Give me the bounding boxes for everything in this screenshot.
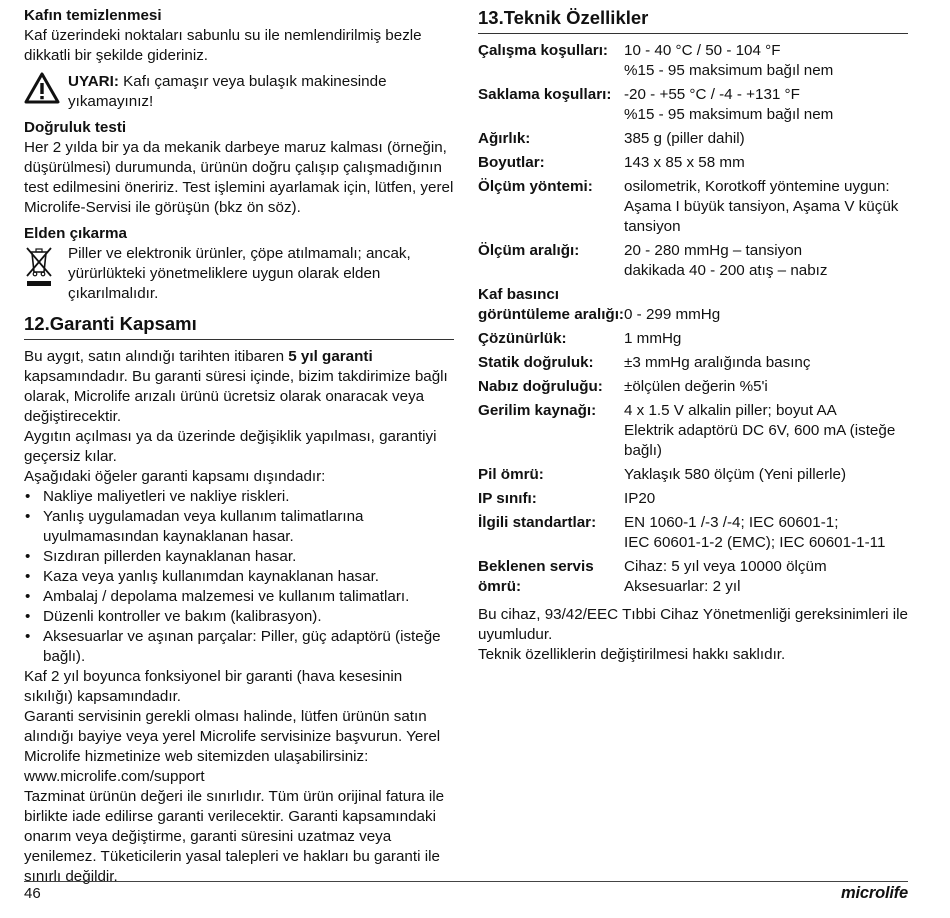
warranty-cuff: Kaf 2 yıl boyunca fonksiyonel bir garanti (hava kesesinin sıkılığı) kapsamındadır. <box>24 668 403 705</box>
spec-label: Boyutlar: <box>478 154 545 171</box>
table-row <box>478 489 908 513</box>
spec-label: Saklama koşulları: <box>478 86 612 103</box>
spec-value: EN 1060-1 /-3 /-4; IEC 60601-1; IEC 60601-1-2 (EMC); IEC 60601-1-11 <box>624 514 886 551</box>
spec-value: ±ölçülen değerin %5'i <box>624 378 768 395</box>
table-row <box>478 85 908 129</box>
table-row <box>478 329 908 353</box>
warranty-excluded-list <box>24 487 454 667</box>
spec-label: İlgili standartlar: <box>478 514 597 531</box>
table-row <box>478 129 908 153</box>
table-row <box>478 465 908 489</box>
spec-value: -20 - +55 °C / -4 - +131 °F %15 - 95 maksimum bağıl nem <box>624 86 834 123</box>
warranty-compensation: Tazminat ürünün değeri ile sınırlıdır. Tüm ürün orijinal fatura ile birlikte iade edilirse garanti verilecektir. Garanti kapsamındaki onarım veya değiştirme, garanti süresini uzatmaz veya yenilemez. Tüketicilerin yasal talepleri ve hakları bu garanti ile sınırlı değildir. <box>24 788 445 885</box>
spec-label: IP sınıfı: <box>478 490 537 507</box>
warranty-heading: 12.Garanti Kapsamı <box>24 312 454 340</box>
spec-label: Çözünürlük: <box>478 330 567 347</box>
list-item: • Düzenli kontroller ve bakım (kalibrasyon). <box>24 607 454 627</box>
list-item: • Yanlış uygulamadan veya kullanım talimatlarına uyulmamasından kaynaklanan hasar. <box>24 507 454 547</box>
warranty-intro-end: kapsamındadır. Bu garanti süresi içinde, bizim takdirimize bağlı olarak, Microlife arızalı ürünü ücretsiz olarak onaracak veya değiştirecektir. <box>24 368 448 425</box>
warranty-void: Aygıtın açılması ya da üzerinde değişiklik yapılması, garantiyi geçersiz kılar. <box>24 428 437 465</box>
table-row <box>478 353 908 377</box>
spec-value: 385 g (piller dahil) <box>624 130 745 147</box>
warning-triangle-icon <box>24 72 60 104</box>
accuracy-body: Her 2 yılda bir ya da mekanik darbeye maruz kalması (örneğin, düşürülmesi) durumunda, ürünün doğru çalışıp çalışmadığının test edilmesini öneririz. Test işlemini ayarlamak için, lütfen, yerel Microlife-Servisi ile görüşün (bkz ön söz). <box>24 139 454 216</box>
table-row <box>478 557 908 601</box>
spec-value: 0 - 299 mmHg <box>624 306 721 323</box>
left-column <box>24 6 454 887</box>
rights-note: Teknik özelliklerin değiştirilmesi hakkı saklıdır. <box>478 646 786 663</box>
spec-value: 1 mmHg <box>624 330 682 347</box>
warning-label: UYARI: <box>68 73 119 90</box>
spec-value: 10 - 40 °C / 50 - 104 °F %15 - 95 maksimum bağıl nem <box>624 42 834 79</box>
cuff-cleaning-title: Kafın temizlenmesi <box>24 7 162 24</box>
spec-label: Kaf basıncı görüntüleme aralığı: <box>478 286 624 323</box>
footer-rule <box>24 881 908 882</box>
disposal-title: Elden çıkarma <box>24 225 127 242</box>
spec-label: Çalışma koşulları: <box>478 42 608 59</box>
spec-label: Ölçüm yöntemi: <box>478 178 593 195</box>
table-row <box>478 241 908 285</box>
spec-value: ±3 mmHg aralığında basınç <box>624 354 811 371</box>
spec-value: osilometrik, Korotkoff yöntemine uygun: Aşama I büyük tansiyon, Aşama V küçük tansiyon <box>624 178 899 235</box>
spec-label: Pil ömrü: <box>478 466 544 483</box>
page-number: 46 <box>24 885 41 902</box>
warranty-intro <box>24 347 454 427</box>
warning-message: Kafı çamaşır veya bulaşık makinesinde yıkamayınız! <box>68 73 387 110</box>
support-url: www.microlife.com/support <box>24 768 205 785</box>
table-row <box>478 401 908 465</box>
warning-text <box>68 72 454 112</box>
spec-value: Cihaz: 5 yıl veya 10000 ölçüm Aksesuarlar: 2 yıl <box>624 558 827 595</box>
list-item: • Nakliye maliyetleri ve nakliye riskleri. <box>24 487 454 507</box>
directive-note: Bu cihaz, 93/42/EEC Tıbbi Cihaz Yönetmenliği gereksinimleri ile uyumludur. <box>478 606 908 643</box>
table-row <box>478 285 908 329</box>
cuff-cleaning-body: Kaf üzerindeki noktaları sabunlu su ile nemlendirilmiş bezle dikkatli bir şekilde gideriniz. <box>24 27 422 64</box>
spec-value: 4 x 1.5 V alkalin piller; boyut AA Elektrik adaptörü DC 6V, 600 mA (isteğe bağlı) <box>624 402 896 459</box>
spec-label: Nabız doğruluğu: <box>478 378 603 395</box>
specs-table <box>478 41 908 601</box>
warranty-period: 5 yıl garanti <box>288 348 373 365</box>
spec-label: Statik doğruluk: <box>478 354 594 371</box>
accuracy-title: Doğruluk testi <box>24 119 127 136</box>
table-row <box>478 377 908 401</box>
spec-value: 20 - 280 mmHg – tansiyon dakikada 40 - 200 atış – nabız <box>624 242 828 279</box>
list-item: • Kaza veya yanlış kullanımdan kaynaklanan hasar. <box>24 567 454 587</box>
table-row <box>478 177 908 241</box>
crossed-out-bin-icon <box>24 244 56 288</box>
spec-label: Gerilim kaynağı: <box>478 402 597 419</box>
table-row <box>478 513 908 557</box>
spec-label: Ölçüm aralığı: <box>478 242 580 259</box>
spec-value: Yaklaşık 580 ölçüm (Yeni pillerle) <box>624 466 847 483</box>
warranty-intro-start: Bu aygıt, satın alındığı tarihten itibaren <box>24 348 289 365</box>
disposal-body: Piller ve elektronik ürünler, çöpe atılmamalı; ancak, yürürlükteki yönetmeliklere uygun olarak elden çıkarılmalıdır. <box>68 245 411 302</box>
list-item: • Sızdıran pillerden kaynaklanan hasar. <box>24 547 454 567</box>
warranty-excluded-title: Aşağıdaki öğeler garanti kapsamı dışındadır: <box>24 468 326 485</box>
spec-label: Ağırlık: <box>478 130 531 147</box>
table-row <box>478 153 908 177</box>
list-item: • Aksesuarlar ve aşınan parçalar: Piller, güç adaptörü (isteğe bağlı). <box>24 627 454 667</box>
spec-value: IP20 <box>624 490 656 507</box>
spec-value: 143 x 85 x 58 mm <box>624 154 745 171</box>
warning-note <box>24 72 454 112</box>
specs-heading: 13.Teknik Özellikler <box>478 6 908 34</box>
table-row <box>478 41 908 85</box>
disposal-note <box>24 244 454 304</box>
brand-logo: microlife <box>841 884 908 902</box>
right-column <box>478 6 908 665</box>
list-item: • Ambalaj / depolama malzemesi ve kullanım talimatları. <box>24 587 454 607</box>
spec-label: Beklenen servis ömrü: <box>478 558 594 595</box>
warranty-service: Garanti servisinin gerekli olması halinde, lütfen ürünün satın alındığı bayiye veya yerel Microlife servisinize başvurun. Yerel Microlife hizmetinize web sitemizden ulaşabilirsiniz: <box>24 708 441 765</box>
